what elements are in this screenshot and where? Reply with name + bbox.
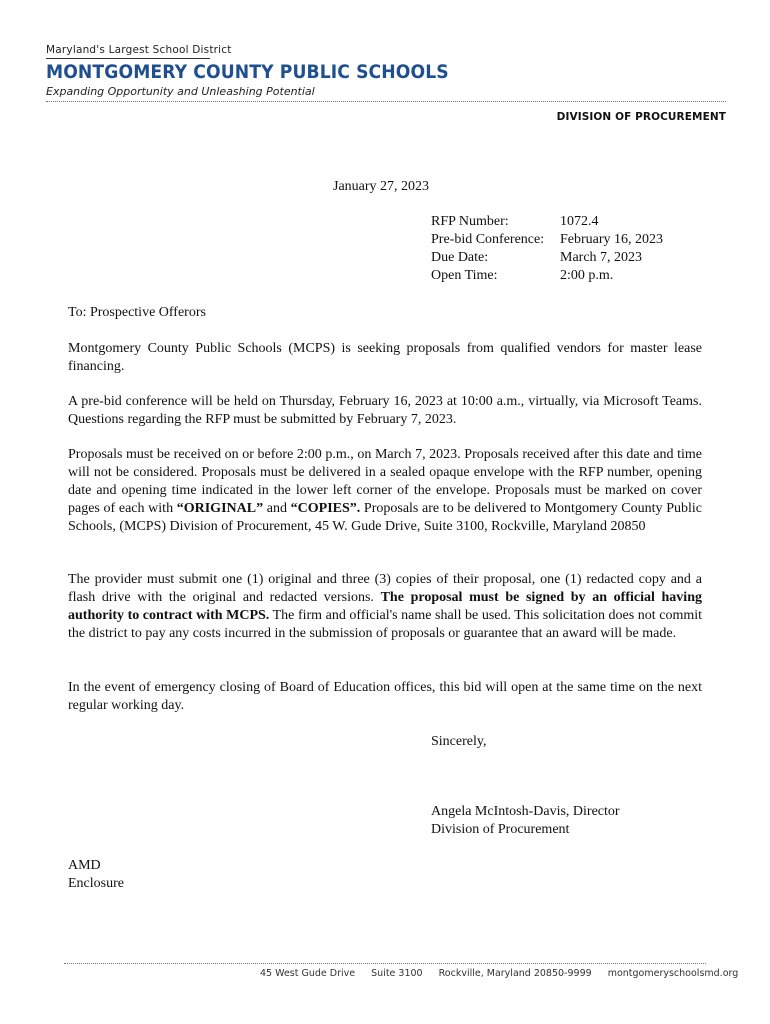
requirements-text-2: The firm and official's name shall be used. This solicitation does not commit the district to pay any costs incurred in the submission of proposals or guarantee that an award will be made. xyxy=(68,608,702,641)
open-time-value: 2:00 p.m. xyxy=(560,268,614,283)
paragraph-prebid: A pre-bid conference will be held on Thursday, February 16, 2023 at 10:00 a.m., virtually, via Microsoft Teams. Questions regarding the RFP must be submitted by February 7, 2023. xyxy=(68,394,702,427)
submission-and: and xyxy=(263,501,291,516)
paragraph-requirements xyxy=(68,571,702,643)
copies-marker: “COPIES”. xyxy=(290,501,361,516)
tagline-divider xyxy=(46,58,210,59)
original-marker: “ORIGINAL” xyxy=(176,501,264,516)
paragraph-purpose: Montgomery County Public Schools (MCPS) is seeking proposals from qualified vendors for master lease financing. xyxy=(68,341,702,374)
requirements-text-1: The provider must submit one (1) original and three (3) copies of their proposal, one (1) redacted copy and a flash drive with the original and redacted versions. xyxy=(68,572,702,605)
signer-title: Division of Procurement xyxy=(431,822,570,837)
footer-divider xyxy=(64,963,706,964)
due-date-label: Due Date: xyxy=(431,250,489,265)
open-time-row xyxy=(431,267,663,285)
paragraph-submission xyxy=(68,446,702,536)
submission-text-2: Proposals are to be delivered to Montgomery County Public Schools, (MCPS) Division of Procurement, 45 W. Gude Drive, Suite 3100, Rockville, Maryland 20850 xyxy=(68,501,702,534)
footer xyxy=(260,968,738,979)
organization-name: MONTGOMERY COUNTY PUBLIC SCHOOLS xyxy=(46,62,449,83)
header-divider xyxy=(46,101,726,102)
footer-suite: Suite 3100 xyxy=(371,968,423,979)
signature-requirement: The proposal must be signed by an official having authority to contract with MCPS. xyxy=(68,590,702,623)
due-date-value: March 7, 2023 xyxy=(560,250,643,265)
paragraph-emergency: In the event of emergency closing of Board of Education offices, this bid will open at the same time on the next regular working day. xyxy=(68,680,702,713)
prebid-conference-value: February 16, 2023 xyxy=(560,232,664,247)
author-initials: AMD xyxy=(68,858,101,873)
rfp-number-label: RFP Number: xyxy=(431,214,509,229)
rfp-number-value: 1072.4 xyxy=(560,214,599,229)
enclosure-note: Enclosure xyxy=(68,876,124,891)
footer-website: montgomeryschoolsmd.org xyxy=(607,968,739,979)
footer-address: 45 West Gude Drive xyxy=(260,968,356,979)
letterhead-tagline: Maryland's Largest School District xyxy=(46,44,232,56)
footer-city: Rockville, Maryland 20850-9999 xyxy=(438,968,592,979)
division-name: DIVISION OF PROCUREMENT xyxy=(556,111,726,123)
submission-text-1: Proposals must be received on or before 2:00 p.m., on March 7, 2023. Proposals received after this date and time will not be considered. Proposals must be delivered in a sealed opaque envelope with the RFP number, opening date and opening time indicated in the lower left corner of the envelope. Proposals must be marked on cover pages of each with xyxy=(68,447,702,516)
rfp-number-row xyxy=(431,213,663,231)
letterhead-motto: Expanding Opportunity and Unleashing Potential xyxy=(46,85,315,98)
due-date-row xyxy=(431,249,663,267)
letter-date: January 27, 2023 xyxy=(333,179,430,194)
prebid-conference-row xyxy=(431,231,663,249)
salutation: To: Prospective Offerors xyxy=(68,305,206,320)
open-time-label: Open Time: xyxy=(431,268,498,283)
closing: Sincerely, xyxy=(431,734,487,749)
signer-name: Angela McIntosh-Davis, Director xyxy=(431,804,620,819)
prebid-conference-label: Pre-bid Conference: xyxy=(431,232,545,247)
rfp-details xyxy=(431,213,663,285)
